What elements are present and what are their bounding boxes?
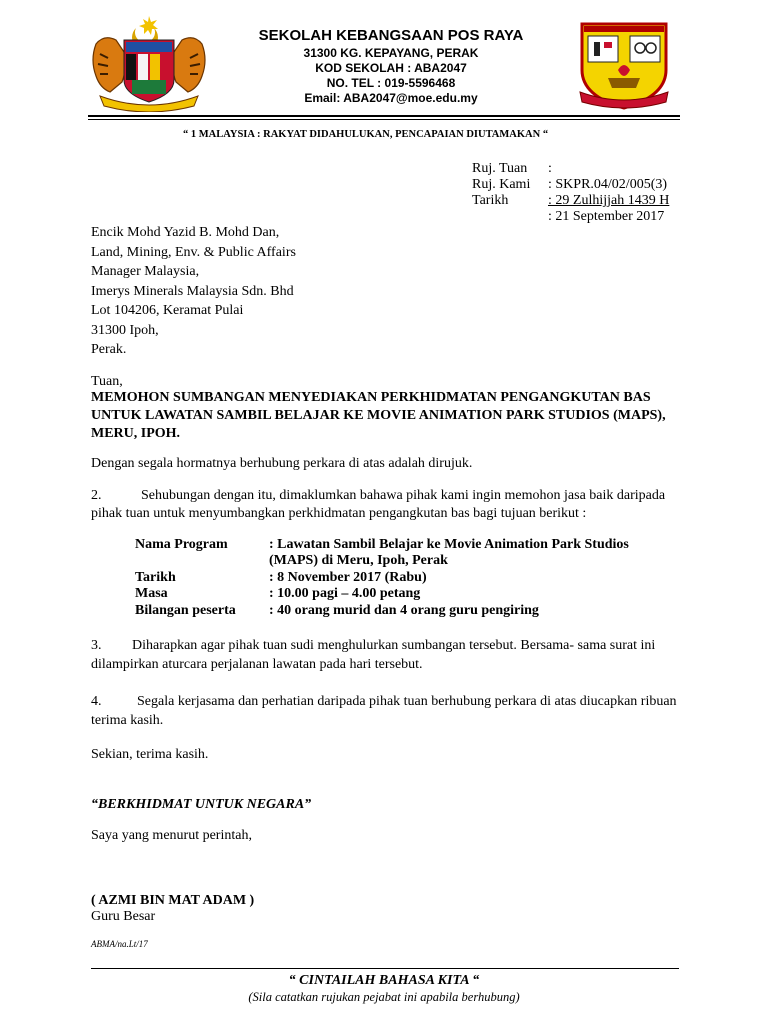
document-reference: ABMA/na.Lt/17 [91,939,148,949]
footer-divider [91,968,679,969]
ref-value: : [548,161,552,176]
paragraph-text: Segala kerjasama dan perhatian daripada pihak tuan berhubung perkara di atas diucapkan ribuan [137,694,677,709]
paragraph-3 [91,636,655,674]
recipient-line: Encik Mohd Yazid B. Mohd Dan, [91,225,280,240]
paragraph-line [91,487,665,505]
paragraph-line: dilampirkan aturcara perjalanan lawatan pada hari tersebut. [91,657,423,672]
signatory-name: ( AZMI BIN MAT ADAM ) [91,893,255,908]
paragraph-line: terima kasih. [91,713,164,728]
program-value-line: : Lawatan Sambil Belajar ke Movie Animation Park Studios [269,537,629,552]
paragraph-line [91,636,655,655]
closing: Sekian, terima kasih. [91,747,209,762]
recipient-address [91,223,296,360]
program-value-line: (MAPS) di Meru, Ipoh, Perak [269,553,448,568]
sign-intro: Saya yang menurut perintah, [91,828,252,843]
program-row-time [135,586,420,602]
letterhead-divider [88,115,680,117]
recipient-line: Perak. [91,342,127,357]
school-name: SEKOLAH KEBANGSAAN POS RAYA [258,27,524,44]
ref-value: : 21 September 2017 [548,209,665,224]
coat-of-arms-emblem [86,14,212,112]
subject [91,389,666,443]
paragraph-4 [91,692,677,730]
paragraph-2 [91,487,665,523]
letterhead-divider-thin [88,119,680,120]
recipient-line: 31300 Ipoh, [91,322,159,338]
paragraph-line: pihak tuan untuk menyumbangkan perkhidmatan pengangkutan bas bagi tujuan berikut : [91,506,587,521]
program-label: Tarikh [135,570,176,585]
paragraph-line [91,692,677,711]
paragraph-number: 4. [91,694,102,709]
program-row-name [135,537,629,569]
paragraph-text: Diharapkan agar pihak tuan sudi menghulurkan sumbangan tersebut. Bersama- sama surat ini [132,638,656,653]
program-label: Masa [135,586,168,601]
ref-value: : SKPR.04/02/005(3) [548,177,668,192]
subject-line: UNTUK LAWATAN SAMBIL BELAJAR KE MOVIE ANIMATION PARK STUDIOS (MAPS), [91,408,666,423]
signatory-title: Guru Besar [91,909,156,924]
service-motto: “BERKHIDMAT UNTUK NEGARA” [91,797,312,812]
subject-line: MEMOHON SUMBANGAN MENYEDIAKAN PERKHIDMATAN PENGANGKUTAN BAS [91,390,651,405]
ref-value: : 29 Zulhijjah 1439 H [548,193,670,208]
school-phone: NO. TEL : 019-5596468 [326,76,456,90]
program-label: Bilangan peserta [135,603,236,618]
program-value: : 8 November 2017 (Rabu) [269,570,427,585]
school-code: KOD SEKOLAH : ABA2047 [315,61,467,75]
intro-paragraph: Dengan segala hormatnya berhubung perkara di atas adalah dirujuk. [91,456,473,471]
recipient-line: Imerys Minerals Malaysia Sdn. Bhd [91,283,294,299]
paragraph-number: 3. [91,638,102,653]
recipient-line: Lot 104206, Keramat Pulai [91,303,244,318]
subject-line: MERU, IPOH. [91,426,181,441]
program-value [269,537,629,569]
ref-label: Ruj. Kami [472,177,531,192]
ref-label: Tarikh [472,193,509,208]
paragraph-text: Sehubungan dengan itu, dimaklumkan bahawa pihak kami ingin memohon jasa baik daripada [141,488,666,503]
ref-label: Ruj. Tuan [472,161,528,176]
footer-note: (Sila catatkan rujukan pejabat ini apabila berhubung) [248,990,520,1004]
school-address: 31300 KG. KEPAYANG, PERAK [303,46,479,60]
paragraph-number: 2. [91,488,102,503]
program-value: : 10.00 pagi – 4.00 petang [269,586,421,601]
ref-row-tarikh [472,193,669,209]
ref-row-date [472,209,664,225]
recipient-line: Manager Malaysia, [91,264,200,279]
ref-row-kami [472,177,667,193]
ref-row-tuan [472,161,552,177]
program-value: : 40 orang murid dan 4 orang guru pengiring [269,603,539,618]
school-crest-emblem [578,20,670,112]
slogan: “ 1 MALAYSIA : RAKYAT DIDAHULUKAN, PENCAPAIAN DIUTAMAKAN “ [183,129,549,140]
program-row-participants [135,603,539,619]
program-row-date [135,570,427,586]
footer-slogan: “ CINTAILAH BAHASA KITA “ [288,973,480,988]
program-label: Nama Program [135,537,228,552]
school-email: Email: ABA2047@moe.edu.my [304,91,478,105]
recipient-line: Land, Mining, Env. & Public Affairs [91,244,296,260]
salutation: Tuan, [91,374,123,389]
